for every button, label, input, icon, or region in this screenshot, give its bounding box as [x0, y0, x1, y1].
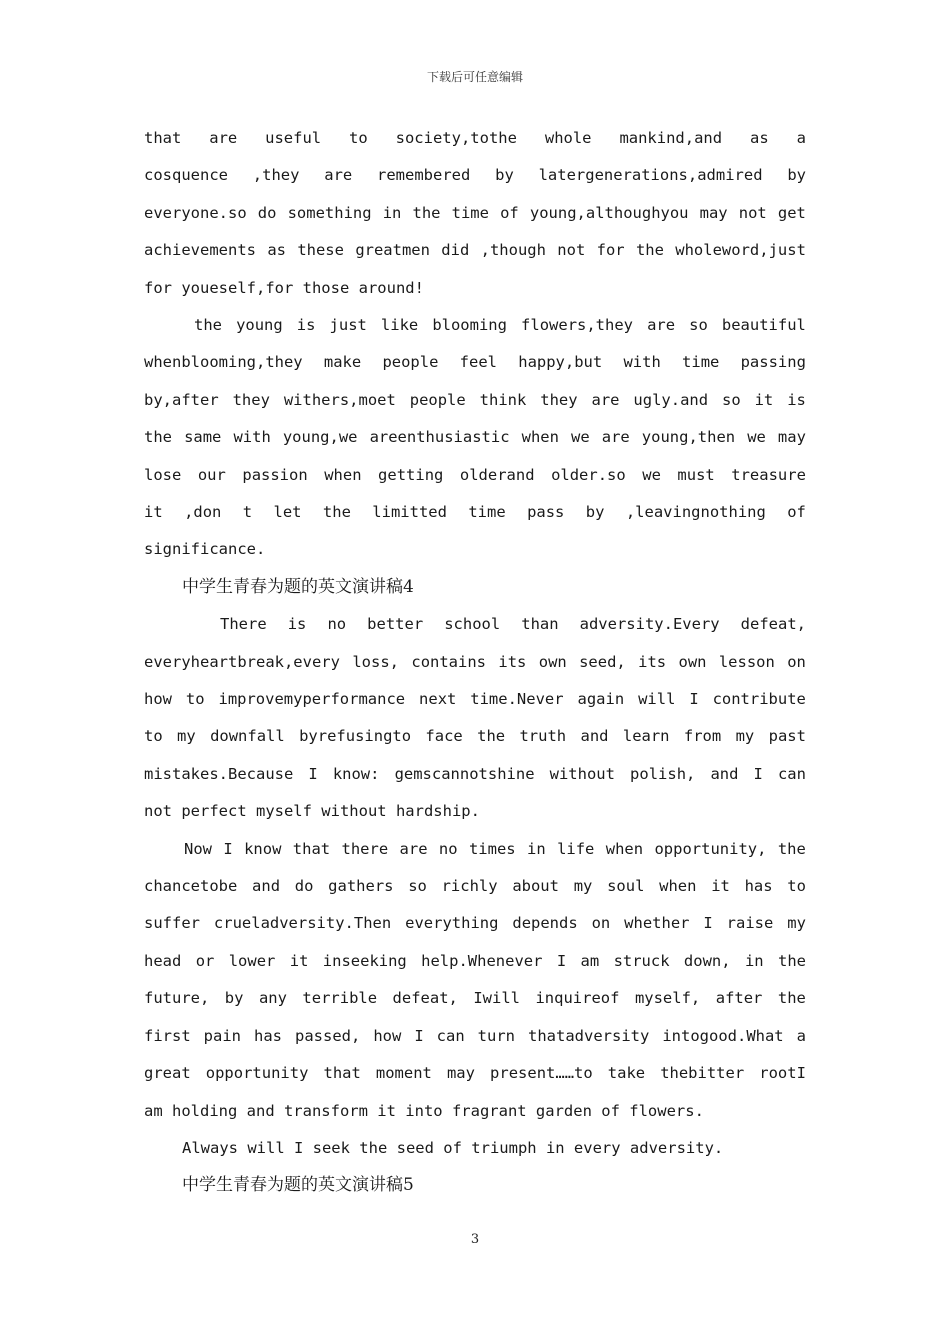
- paragraph-5: [144, 1130, 806, 1167]
- text-line: am holding and transform it into fragrant garden of flowers.: [144, 1101, 704, 1120]
- text-line: the same with young,we areenthusiastic when we are young,then we may: [144, 428, 806, 447]
- text-line: by,after they withers,moet people think they are ugly.and so it is: [144, 390, 806, 409]
- document-body: [144, 120, 806, 1205]
- paragraph-2: [144, 307, 806, 569]
- text-line: lose our passion when getting olderand older.so we must treasure: [144, 465, 806, 484]
- text-line: chancetobe and do gathers so richly about my soul when it has to: [144, 877, 806, 896]
- text-line: significance.: [144, 540, 266, 559]
- text-line: suffer crueladversity.Then everything depends on whether I raise my: [144, 914, 806, 933]
- text-line: future, by any terrible defeat, Iwill inquireof myself, after the: [144, 989, 806, 1008]
- text-line: Now I know that there are no times in life when opportunity, the: [184, 839, 806, 858]
- text-line: achievements as these greatmen did ,though not for the wholeword,just: [144, 241, 806, 260]
- text-line: the young is just like blooming flowers,they are so beautiful: [194, 316, 806, 335]
- text-line: to my downfall byrefusingto face the truth and learn from my past: [144, 727, 806, 746]
- page-number: 3: [470, 1232, 480, 1247]
- text-line: first pain has passed, how I can turn thatadversity intogood.What a: [144, 1026, 806, 1045]
- text-line: Always will I seek the seed of triumph in every adversity.: [182, 1138, 724, 1157]
- section-heading-5: 中学生青春为题的英文演讲稿5: [182, 1175, 414, 1196]
- text-line: whenblooming,they make people feel happy,but with time passing: [144, 353, 806, 372]
- text-line: head or lower it inseeking help.Whenever I am struck down, in the: [144, 951, 806, 970]
- text-line: that are useful to society,tothe whole mankind,and as a: [144, 129, 806, 147]
- text-line: not perfect myself without hardship.: [144, 802, 480, 821]
- text-line: great opportunity that moment may present……to take thebitter rootI: [144, 1064, 806, 1083]
- text-line: it ,don t let the limitted time pass by ,leavingnothing of: [144, 503, 806, 522]
- text-line: how to improvemyperformance next time.Never again will I contribute: [144, 690, 806, 709]
- text-line: There is no better school than adversity.Every defeat,: [220, 615, 806, 634]
- paragraph-4: [144, 831, 806, 1130]
- text-line: cosquence ,they are remembered by latergenerations,admired by: [144, 166, 806, 185]
- text-line: everyheartbreak,every loss, contains its own seed, its own lesson on: [144, 652, 806, 671]
- section-heading-4: 中学生青春为题的英文演讲稿4: [182, 576, 414, 597]
- page-header: 下载后可任意编辑: [426, 70, 523, 84]
- text-line: for youeself,for those around!: [144, 278, 424, 297]
- paragraph-3: [144, 606, 806, 830]
- text-line: mistakes.Because I know: gemscannotshine without polish, and I can: [144, 764, 806, 783]
- text-line: everyone.so do something in the time of young,althoughyou may not get: [144, 203, 806, 222]
- paragraph-1: [144, 120, 806, 307]
